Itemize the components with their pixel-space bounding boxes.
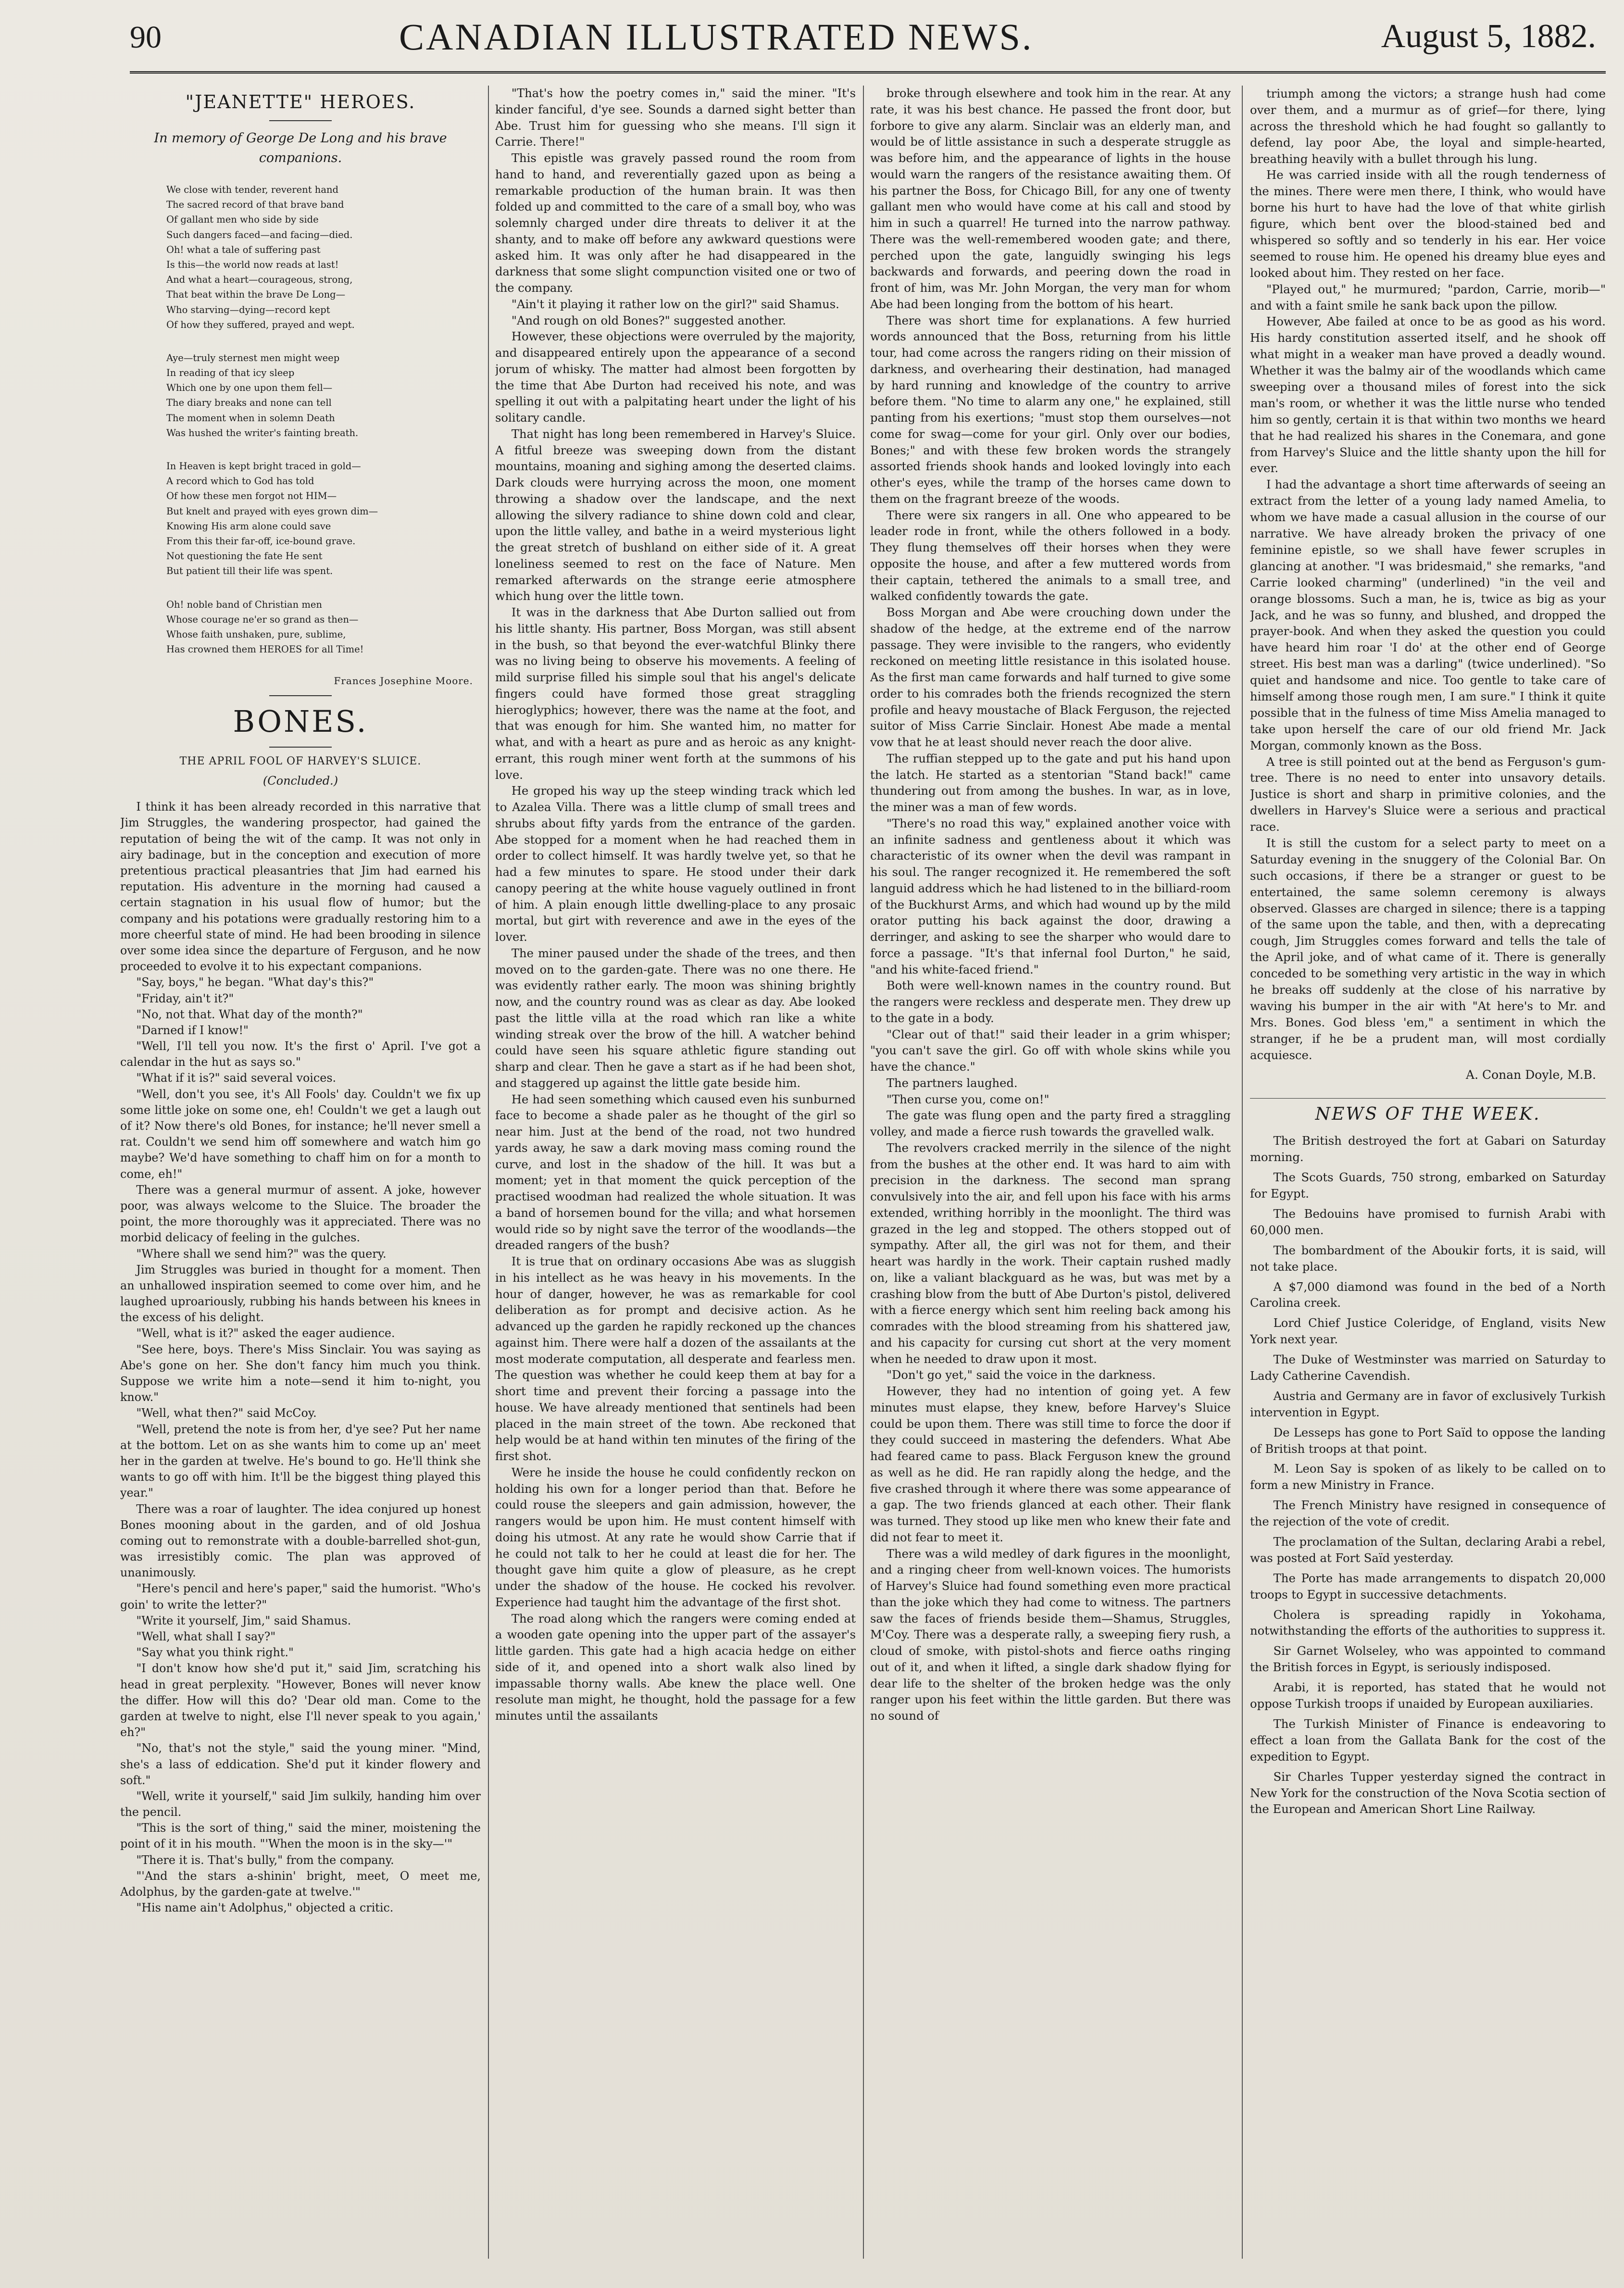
story-paragraph: "And rough on old Bones?" suggested another. — [511, 313, 787, 327]
poem-line: Of gallant men who side by side — [166, 214, 319, 225]
story-paragraph: "Well, I'll tell you now. It's the first o' April. I've got a calendar in the hut as says so." — [120, 1039, 481, 1069]
story-paragraph: "'And the stars a-shinin' bright, meet, O meet me, Adolphus, by the garden-gate at twelve.'" — [120, 1869, 481, 1899]
story-paragraph: "Where shall we send him?" was the query. — [136, 1247, 387, 1261]
column-rule — [1242, 86, 1243, 2259]
story-paragraph: "Ain't it playing it rather low on the girl?" said Shamus. — [511, 297, 839, 311]
story-paragraph: This epistle was gravely passed round the room from hand to hand, and reverentially gazed upon as being a remarkable production of the human brain. It was then folded up and committed to the care of a small boy, who was solemnly charged under dire threats to deliver it at the shanty, and to make off before any awkward questions were asked him. It was only after he had disappeared in the darkness that some slight compunction visited one or two of the company. — [495, 151, 856, 295]
news-item: The Porte has made arrangements to dispatch 20,000 troops to Egypt in successive detachments. — [1250, 1571, 1606, 1601]
column-3 — [870, 86, 1231, 2263]
story-paragraph: It was in the darkness that Abe Durton sallied out from his little shanty. His partner, Boss Morgan, was still absent in the bush, so that beyond the ever-watchful Blinky there was no living being to observe his movements. A feeling of mild surprise filled his simple soul that his angel's delicate fingers could have formed those great straggling hieroglyphics; however, there was the name at the foot, and that was enough for him. She wanted him, no matter for what, and with a heart as pure and as heroic as any knight-errant, this rough miner went forth at the summons of his love. — [495, 606, 856, 782]
poem-line: The moment when in solemn Death — [166, 412, 335, 424]
story-paragraph: "There's no road this way," explained another voice with an infinite sadness and gentleness about it which was characteristic of its owner when the devil was rampant in his soul. The ranger recognized it. He remembered the soft languid address which he had listened to in the billiard-room of the Buckhurst Arms, and which had wound up by the mild orator putting his back against the door, drawing a derringer, and asking to see the sharper who would dare to force a passage. "It's that infernal fool Durton," he said, "and his white-faced friend." — [870, 816, 1231, 976]
news-heading: NEWS OF THE WEEK. — [1315, 1104, 1541, 1125]
poem-stanza — [166, 459, 481, 579]
story-paragraph: Were he inside the house he could confidently reckon on holding his own for a longer period than that. Before he could rouse the sleepers and gain admission, however, the rangers would be upon him. He must content himself with doing his utmost. At any rate he would show Carrie that if he could not talk to her he could at least die for her. The thought gave him quite a glow of pleasure, as he crept under the shadow of the house. He cocked his revolver. Experience had taught him the advantage of the first shot. — [495, 1465, 856, 1609]
story-paragraph: There was short time for explanations. A few hurried words announced that the Boss, returning from his little tour, had come across the rangers riding on their mission of darkness, and overhearing their destination, had managed by hard running and knowledge of the country to arrive before them. "No time to alarm any one," he explained, still panting from his exertions; "must stop them ourselves—not come for swag—come for your girl. Only over our bodies, Bones;" and with these few broken words the strangely assorted friends shook hands and looked lovingly into each other's eyes, while the tramp of the horses came down to them on the fragrant breeze of the woods. — [870, 313, 1231, 506]
poem-stanza — [166, 350, 481, 440]
story-subtitle: THE APRIL FOOL OF HARVEY'S SLUICE. — [179, 755, 422, 768]
story-paragraph: Boss Morgan and Abe were crouching down under the shadow of the hedge, at the extreme end of the narrow passage. They were invisible to the rangers, who evidently reckoned on meeting little resistance in this isolated house. As the first man came forwards and half turned to give some order to his comrades both the friends recognized the stern profile and heavy moustache of Black Ferguson, the rejected suitor of Miss Carrie Sinclair. Honest Abe made a mental vow that he at least should never reach the door alive. — [870, 606, 1231, 749]
news-item: The Duke of Westminster was married on Saturday to Lady Catherine Cavendish. — [1250, 1352, 1606, 1383]
story-paragraph: It is true that on ordinary occasions Abe was as sluggish in his intellect as he was heavy in his movements. In the hour of danger, however, he was as remarkable for cool deliberation as for prompt and decisive action. As he advanced up the garden he rapidly reckoned up the chances against him. There were half a dozen of the assailants at the most moderate computation, all desperate and fearless men. The question was whether he could keep them at bay for a short time and prevent their forcing a passage into the house. We have already mentioned that sentinels had been placed in the main street of the town. Abe reckoned that help would be at hand within ten minutes of the firing of the first shot. — [495, 1255, 856, 1463]
story-paragraph: "Clear out of that!" said their leader in a grim whisper; "you can't save the girl. Go off with whole skins while you have the chance." — [870, 1027, 1231, 1074]
story-paragraph: I had the advantage a short time afterwards of seeing an extract from the letter of a young lady named Amelia, to whom we have made a casual allusion in the course of our narrative. We have already broken the privacy of one feminine epistle, so we shall have fewer scruples in glancing at another. "I was bridesmaid," she remarks, "and Carrie looked charming" (underlined) "in the veil and orange blossoms. Such a man, he is, twice as big as your Jack, and he was so funny, and blushed, and dropped the prayer-book. And when they asked the question you could have heard him roar 'I do' at the other end of George street. His best man was a darling" (twice underlined). "So quiet and handsome and nice. Too gentle to take care of himself among those rough men, I am sure." I think it quite possible that in the fulness of time Miss Amelia managed to take upon herself the care of our old friend Mr. Jack Morgan, commonly known as the Boss. — [1250, 477, 1606, 752]
story-paragraph: "What if it is?" said several voices. — [136, 1071, 337, 1085]
story-paragraph: "Here's pencil and here's paper," said the humorist. "Who's goin' to write the letter?" — [120, 1582, 481, 1612]
poem-line: Which one by one upon them fell— — [166, 382, 333, 394]
column-rule — [863, 86, 864, 2259]
story-paragraph: "Write it yourself, Jim," said Shamus. — [136, 1613, 351, 1627]
masthead — [130, 13, 1615, 71]
masthead-rule — [130, 71, 1606, 74]
poem-line: The diary breaks and none can tell — [166, 397, 332, 409]
story-paragraph: The miner paused under the shade of the trees, and then moved on to the garden-gate. There was no one there. He was evidently rather early. The moon was shining brightly now, and the country round was as clear as day. Abe looked past the little villa at the road which ran like a white winding streak over the brow of the hill. A watcher behind could have seen his square athletic figure standing out sharp and clear. Then he gave a start as if he had been shot, and staggered up against the little gate beside him. — [495, 946, 856, 1090]
story-author: A. Conan Doyle, M.B. — [1466, 1068, 1596, 1082]
story-paragraph: "No, that's not the style," said the young miner. "Mind, she's a lass of eddication. She'd put it kinder flowery and soft." — [120, 1741, 481, 1787]
story-paragraph: "Say, boys," he began. "What day's this?" — [136, 975, 374, 989]
poem-line: Was hushed the writer's fainting breath. — [166, 427, 359, 438]
story-paragraph: There was a general murmur of assent. A joke, however poor, was always welcome to the Sluice. The broader the point, the more thoroughly was it appreciated. There was no morbid delicacy of feeling in the gulches. — [120, 1183, 481, 1245]
poem-line: Whose courage ne'er so grand as then— — [166, 613, 359, 625]
poem-author: Frances Josephine Moore. — [334, 675, 473, 687]
news-item: The bombardment of the Aboukir forts, it is said, will not take place. — [1250, 1243, 1606, 1274]
poem-line: Aye—truly sternest men might weep — [166, 352, 340, 363]
story-title: BONES. — [233, 704, 368, 739]
story-text-column-2 — [495, 86, 856, 1725]
divider — [269, 695, 332, 696]
poem-line: Who starving—dying—record kept — [166, 304, 330, 315]
poem-line: A record which to God has told — [166, 475, 314, 487]
column-1 — [120, 86, 481, 2263]
story-paragraph: However, they had no intention of going yet. A few minutes must elapse, they knew, before Harvey's Sluice could be upon them. There was still time to force the door if they could succeed in mastering the defenders. What Abe had feared came to pass. Black Ferguson knew the ground as well as he did. He ran rapidly along the hedge, and the five crashed through it where there was some appearance of a gap. The two friends glanced at each other. Their flank was turned. They stood up like men who knew their fate and did not fear to meet it. — [870, 1385, 1231, 1544]
story-paragraph: He groped his way up the steep winding track which led to Azalea Villa. There was a little clump of small trees and shrubs about fifty yards from the entrance of the garden. Abe stopped for a moment when he had reached them in order to collect himself. It was hardly twelve yet, so that he had a few minutes to spare. He stood under their dark canopy peering at the white house vaguely outlined in front of him. A plain enough little dwelling-place to any prosaic mortal, but girt with reverence and awe in the eyes of the lover. — [495, 784, 856, 944]
divider — [269, 120, 332, 121]
news-item: Sir Charles Tupper yesterday signed the contract in New York for the construction of the Nova Scotia section of the European and American Short Line Railway. — [1250, 1769, 1606, 1816]
poem-dedication: In memory of George De Long and his brave companions. — [154, 131, 447, 165]
poem-line: Oh! noble band of Christian men — [166, 599, 322, 610]
poem-line: Oh! what a tale of suffering past — [166, 244, 321, 255]
story-paragraph: The gate was flung open and the party fired a straggling volley, and made a fierce rush towards the gravelled walk. — [870, 1109, 1231, 1138]
story-paragraph: "Don't go yet," said the voice in the darkness. — [886, 1368, 1156, 1382]
story-paragraph: "Say what you think right." — [136, 1646, 294, 1660]
poem-line: But knelt and prayed with eyes grown dim— — [166, 505, 378, 517]
story-paragraph: "Well, what shall I say?" — [136, 1630, 276, 1643]
news-item: Austria and Germany are in favor of exclusively Turkish intervention in Egypt. — [1250, 1388, 1606, 1419]
page-number: 90 — [130, 20, 162, 55]
poem-body — [166, 182, 481, 657]
poem-line: Of how they suffered, prayed and wept. — [166, 319, 355, 330]
news-item: A $7,000 diamond was found in the bed of a North Carolina creek. — [1250, 1279, 1606, 1310]
story-paragraph: He was carried inside with all the rough tenderness of the mines. There were men there, I think, who would have borne his hurt to have had the love of that white girlish figure, which bent over the blood-stained bed and whispered so softly and so tenderly in his ear. Her voice seemed to rouse him. He opened his dreamy blue eyes and looked about him. They rested on her face. — [1250, 168, 1606, 280]
story-paragraph: Jim Struggles was buried in thought for a moment. Then an unhallowed inspiration seemed to come over him, and he laughed uproariously, rubbing his hands between his knees in the excess of his delight. — [120, 1263, 481, 1325]
poem-line: In reading of that icy sleep — [166, 367, 295, 379]
story-paragraph: A tree is still pointed out at the bend as Ferguson's gum-tree. There is no need to enter into unsavory details. Justice is short and sharp in primitive colonies, and the dwellers in Harvey's Sluice were a serious and practical race. — [1250, 754, 1606, 834]
story-text-column-3 — [870, 86, 1231, 1725]
poem-line: From this their far-off, ice-bound grave. — [166, 535, 356, 547]
story-paragraph: The partners laughed. — [886, 1076, 1018, 1090]
news-item: De Lesseps has gone to Port Saïd to oppose the landing of British troops at that point. — [1250, 1425, 1606, 1456]
news-item: The French Ministry have resigned in consequence of the rejection of the vote of credit. — [1250, 1498, 1606, 1529]
poem-stanza — [166, 597, 481, 657]
news-item: Lord Chief Justice Coleridge, of England, visits New York next year. — [1250, 1316, 1606, 1347]
poem-line: We close with tender, reverent hand — [166, 184, 338, 195]
divider — [1250, 1098, 1606, 1099]
poem-line: In Heaven is kept bright traced in gold— — [166, 461, 361, 472]
story-paragraph: "His name ain't Adolphus," objected a critic. — [136, 1901, 394, 1915]
news-item: The Bedouins have promised to furnish Arabi with 60,000 men. — [1250, 1207, 1606, 1237]
news-item: Cholera is spreading rapidly in Yokohama, notwithstanding the efforts of the authorities to suppress it. — [1250, 1607, 1606, 1638]
story-paragraph: However, Abe failed at once to be as good as his word. His hardy constitution asserted itself, and he shook off what might in a weaker man have proved a deadly wound. Whether it was the balmy air of the woodlands which came sweeping over a thousand miles of forest into the sick man's room, or whether it was the little nurse who tended him so gently, certain it is that within two months we heard that he had realized his shares in the Conemara, and gone from Harvey's Sluice and the little shanty upon the hill for ever. — [1250, 314, 1606, 475]
divider — [269, 747, 332, 748]
poem-line: Has crowned them HEROES for all Time! — [166, 644, 364, 655]
column-4 — [1250, 86, 1606, 2263]
story-paragraph: There was a roar of laughter. The idea conjured up honest Bones mooning about in the garden, and of old Joshua coming out to remonstrate with a double-barrelled shot-gun, was irresistibly comic. The plan was approved of unanimously. — [120, 1502, 481, 1580]
story-paragraph: The revolvers cracked merrily in the silence of the night from the bushes at the other end. It was hard to aim with precision in the darkness. The second man sprang convulsively into the air, and fell upon his face with his arms extended, writhing horribly in the moonlight. The third was grazed in the leg and stopped. The others stopped out of sympathy. After all, the girl was not for them, and their heart was hardly in the work. Their captain rushed madly on, like a valiant blackguard as he was, but was met by a crashing blow from the butt of Abe Durton's pistol, delivered with a fierce energy which sent him reeling back among his comrades with the blood streaming from his shattered jaw, and his capacity for cursing cut short at the very moment when he needed to draw upon it most. — [870, 1141, 1231, 1366]
newspaper-title: CANADIAN ILLUSTRATED NEWS. — [399, 16, 1034, 58]
story-paragraph: There was a wild medley of dark figures in the moonlight, and a ringing cheer from well-known voices. The humorists of Harvey's Sluice had found something even more practical than the joke which they had come to witness. The partners saw the faces of friends beside them—Shamus, Struggles, M'Coy. There was a desperate rally, a sweeping fiery rush, a cloud of smoke, with pistol-shots and fierce oaths ringing out of it, and when it lifted, a single dark shadow flying for dear life to the shelter of the broken hedge was the only ranger upon his feet within the little garden. But there was no sound of — [870, 1547, 1231, 1723]
news-item: Arabi, it is reported, has stated that he would not oppose Turkish troops if unaided by European auxiliaries. — [1250, 1680, 1606, 1711]
story-text-column-1 — [120, 799, 481, 1916]
column-rule — [488, 86, 489, 2259]
story-paragraph: "Well, what then?" said McCoy. — [136, 1406, 317, 1420]
news-item: The Scots Guards, 750 strong, embarked on Saturday for Egypt. — [1250, 1170, 1606, 1201]
story-text-column-4 — [1250, 86, 1606, 1063]
poem-line: Such dangers faced—and facing—died. — [166, 229, 353, 240]
story-paragraph: "Then curse you, come on!" — [886, 1092, 1049, 1106]
story-paragraph: "No, not that. What day of the month?" — [136, 1007, 363, 1021]
story-paragraph: The ruffian stepped up to the gate and put his hand upon the latch. He started as a stentorian "Stand back!" came thundering out from among the bushes. In war, as in love, the miner was a man of few words. — [870, 751, 1231, 814]
poem-title: "JEANETTE" HEROES. — [185, 91, 416, 113]
story-paragraph: "See here, boys. There's Miss Sinclair. You was saying as Abe's gone on her. She don't fancy him much you think. Suppose we write him a note—send it him to-night, you know." — [120, 1342, 481, 1404]
story-paragraph: Both were well-known names in the country round. But the rangers were reckless and desperate men. They drew up to the gate in a body. — [870, 979, 1231, 1025]
story-paragraph: The road along which the rangers were coming ended at a wooden gate opening into the upper part of the assayer's little garden. This gate had a high acacia hedge on either side of it, and opened into a short walk also lined by impassable thorny walls. Abe knew the place well. One resolute man might, he thought, hold the passage for a few minutes until the assailants — [495, 1612, 856, 1723]
poem-stanza — [166, 182, 481, 332]
story-paragraph: triumph among the victors; a strange hush had come over them, and a murmur as of grief—for there, lying across the threshold which he had fought so gallantly to defend, lay poor Abe, the loyal and simple-hearted, breathing heavily with a bullet through his lung. — [1250, 87, 1606, 166]
story-paragraph: "That's how the poetry comes in," said the miner. "It's kinder fanciful, d'ye see. Sounds a darned sight better than Abe. Trust him for guessing who she means. I'll sign it Carrie. There!" — [495, 87, 856, 149]
poem-line: Knowing His arm alone could save — [166, 520, 331, 532]
news-item: The Turkish Minister of Finance is endeavoring to effect a loan from the Gallata Bank for the cost of the expedition to Egypt. — [1250, 1716, 1606, 1763]
news-item: The proclamation of the Sultan, declaring Arabi a rebel, was posted at Fort Saïd yesterday. — [1250, 1535, 1606, 1565]
story-paragraph: "Well, write it yourself," said Jim sulkily, handing him over the pencil. — [120, 1789, 481, 1819]
story-paragraph: There were six rangers in all. One who appeared to be leader rode in front, while the others followed in a body. They flung themselves off their horses when they were opposite the house, and after a few muttered words from their captain, tethered the animals to a small tree, and walked confidently towards the gate. — [870, 508, 1231, 603]
issue-date: August 5, 1882. — [1381, 18, 1596, 55]
news-item: Sir Garnet Wolseley, who was appointed to command the British forces in Egypt, is seriously indisposed. — [1250, 1644, 1606, 1675]
story-paragraph: "Well, what is it?" asked the eager audience. — [136, 1326, 395, 1340]
story-paragraph: "This is the sort of thing," said the miner, moistening the point of it in his mouth. "'When the moon is in the sky—'" — [120, 1821, 481, 1851]
news-item: M. Leon Say is spoken of as likely to be called on to form a new Ministry in France. — [1250, 1462, 1606, 1492]
story-paragraph: "Friday, ain't it?" — [136, 991, 234, 1005]
story-paragraph: That night has long been remembered in Harvey's Sluice. A fitful breeze was sweeping down from the distant mountains, moaning and sighing among the deserted claims. Dark clouds were hurrying across the moon, one moment throwing a shadow over the landscape, and the next allowing the silvery radiance to shine down cold and clear, upon the little valley, and bathe in a weird mysterious light the great stretch of bushland on either side of it. A great loneliness seemed to rest on the face of Nature. Men remarked afterwards on the strange eerie atmosphere which hung over the little town. — [495, 427, 856, 603]
column-2 — [495, 86, 856, 2263]
story-paragraph: "Darned if I know!" — [136, 1023, 249, 1037]
poem-line: That beat within the brave De Long— — [166, 289, 346, 300]
story-paragraph: "Well, don't you see, it's All Fools' day. Couldn't we fix up some little joke on some one, eh! Couldn't we get a laugh out of it? Now there's old Bones, for instance; he'll never smell a rat. Couldn't we send him off somewhere and watch him go maybe? We'd have something to chaff him on for a month to come, eh!" — [120, 1087, 481, 1181]
poem-line: The sacred record of that brave band — [166, 199, 344, 211]
poem-line: And what a heart—courageous, strong, — [166, 274, 353, 286]
story-paragraph: "I don't know how she'd put it," said Jim, scratching his head in great perplexity. "However, Bones will never know the differ. How will this do? 'Dear old man. Come to the garden at twelve to night, else I'll never speak to you again,' eh?" — [120, 1662, 481, 1739]
poem-line: But patient till their life was spent. — [166, 565, 333, 577]
story-paragraph: He had seen something which caused even his sunburned face to become a shade paler as he thought of the girl so near him. Just at the bend of the road, not two hundred yards away, he saw a dark moving mass coming round the curve, and lost in the shadow of the hill. It was but a moment; yet in that moment the quick perception of the practised woodman had realized the whole situation. It was a band of horsemen bound for the villa; and what horsemen would ride so by night save the terror of the woodlands—the dreaded rangers of the bush? — [495, 1092, 856, 1252]
story-paragraph: I think it has been already recorded in this narrative that Jim Struggles, the wandering prospector, had gained the reputation of being the wit of the camp. It was not only in airy badinage, but in the conception and execution of more pretentious practical pleasantries that Jim had earned his reputation. His adventure in the morning had caused a certain stagnation in his usual flow of humor; but the company and his potations were gradually restoring him to a more cheerful state of mind. He had been brooding in silence over some idea since the departure of Ferguson, and he now proceeded to evolve it to his expectant companions. — [120, 800, 481, 974]
poem-line: Of how these men forgot not HIM— — [166, 490, 337, 502]
story-paragraph: It is still the custom for a select party to meet on a Saturday evening in the snuggery of the Colonial Bar. On such occasions, if there be a stranger or guest to be entertained, the same solemn ceremony is always observed. Glasses are charged in silence; there is a tapping of the same upon the table, and then, with a deprecating cough, Jim Struggles comes forward and tells the tale of the April joke, and of what came of it. There is generally conceded to be something very artistic in the way in which he breaks off suddenly at the close of his narrative by waving his bumper in the air with "At here's to Mr. and Mrs. Bones. God bless 'em," a sentiment in which the stranger, if he be a prudent man, will most cordially acquiesce. — [1250, 836, 1606, 1062]
news-list — [1250, 1133, 1606, 1817]
poem-line: Is this—the world now reads at last! — [166, 259, 339, 270]
poem-line: Whose faith unshaken, pure, sublime, — [166, 628, 346, 640]
story-note: (Concluded.) — [262, 774, 338, 788]
news-item: The British destroyed the fort at Gabari on Saturday morning. — [1250, 1134, 1606, 1164]
story-paragraph: "Well, pretend the note is from her, d'ye see? Put her name at the bottom. Let on as she wants him to come up an' meet her in the garden at twelve. He's bound to go. He'll think she wants to go off with him. It'll be the biggest thing played this year." — [120, 1422, 481, 1500]
poem-line: Not questioning the fate He sent — [166, 550, 323, 562]
story-paragraph: However, these objections were overruled by the majority, and disappeared entirely upon the appearance of a second jorum of whisky. The matter had almost been forgotten by the time that Abe Durton had received his note, and was spelling it out with a palpitating heart under the light of his solitary candle. — [495, 330, 856, 425]
story-paragraph: broke through elsewhere and took him in the rear. At any rate, it was his best chance. He passed the front door, but forbore to give any alarm. Sinclair was an elderly man, and would be of little assistance in such a desperate struggle as was before him, and the appearance of lights in the house would warn the rangers of the resistance awaiting them. Of his partner the Boss, for Chicago Bill, for any one of twenty gallant men who would have come at his call and stood by him in such a quarrel! He turned into the narrow pathway. There was the well-remembered wooden gate; and there, perched upon the gate, languidly swinging his legs backwards and forwards, and peering down the road in front of him, was Mr. John Morgan, the very man for whom Abe had been longing from the bottom of his heart. — [870, 87, 1231, 311]
story-paragraph: "There it is. That's bully," from the company. — [136, 1853, 394, 1867]
story-paragraph: "Played out," he murmured; "pardon, Carrie, morib—" and with a faint smile he sank back upon the pillow. — [1250, 282, 1606, 313]
